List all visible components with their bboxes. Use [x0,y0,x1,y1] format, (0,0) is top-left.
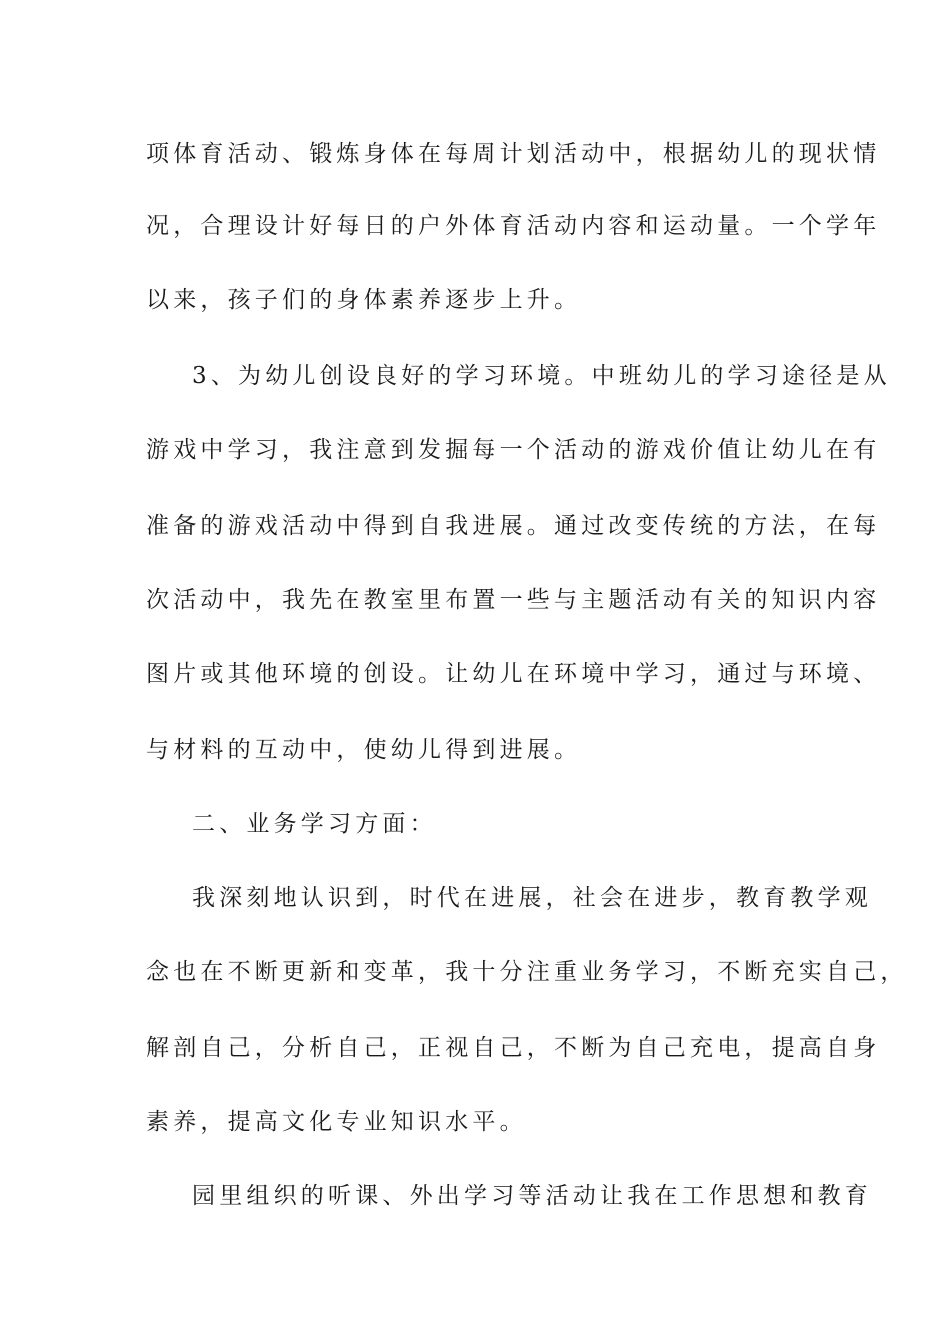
section-heading: 二、业务学习方面： [192,811,437,837]
text-line: 以来，孩子们的身体素养逐步上升。 [146,287,582,313]
text-line: 次活动中，我先在教室里布置一些与主题活动有关的知识内容 [146,587,881,613]
paragraph-start: 我深刻地认识到，时代在进展，社会在进步，教育教学观 [192,885,872,911]
text-line: 图片或其他环境的创设。让幼儿在环境中学习，通过与环境、 [146,661,881,687]
text-line: 况，合理设计好每日的户外体育活动内容和运动量。一个学年 [146,213,881,239]
text-line: 素养，提高文化专业知识水平。 [146,1109,527,1135]
text-line: 念也在不断更新和变革，我十分注重业务学习，不断充实自己， [146,959,908,985]
paragraph-start: 园里组织的听课、外出学习等活动让我在工作思想和教育 [192,1183,872,1209]
text-line: 项体育活动、锻炼身体在每周计划活动中，根据幼儿的现状情 [146,141,881,167]
text-line: 与材料的互动中，使幼儿得到进展。 [146,737,582,763]
text-line: 解剖自己，分析自己，正视自己，不断为自己充电，提高自身 [146,1035,881,1061]
text-line: 准备的游戏活动中得到自我进展。通过改变传统的方法，在每 [146,513,881,539]
paragraph-3-start: 3、为幼儿创设良好的学习环境。中班幼儿的学习途径是从 [192,363,891,389]
text-line: 游戏中学习，我注意到发掘每一个活动的游戏价值让幼儿在有 [146,437,881,463]
